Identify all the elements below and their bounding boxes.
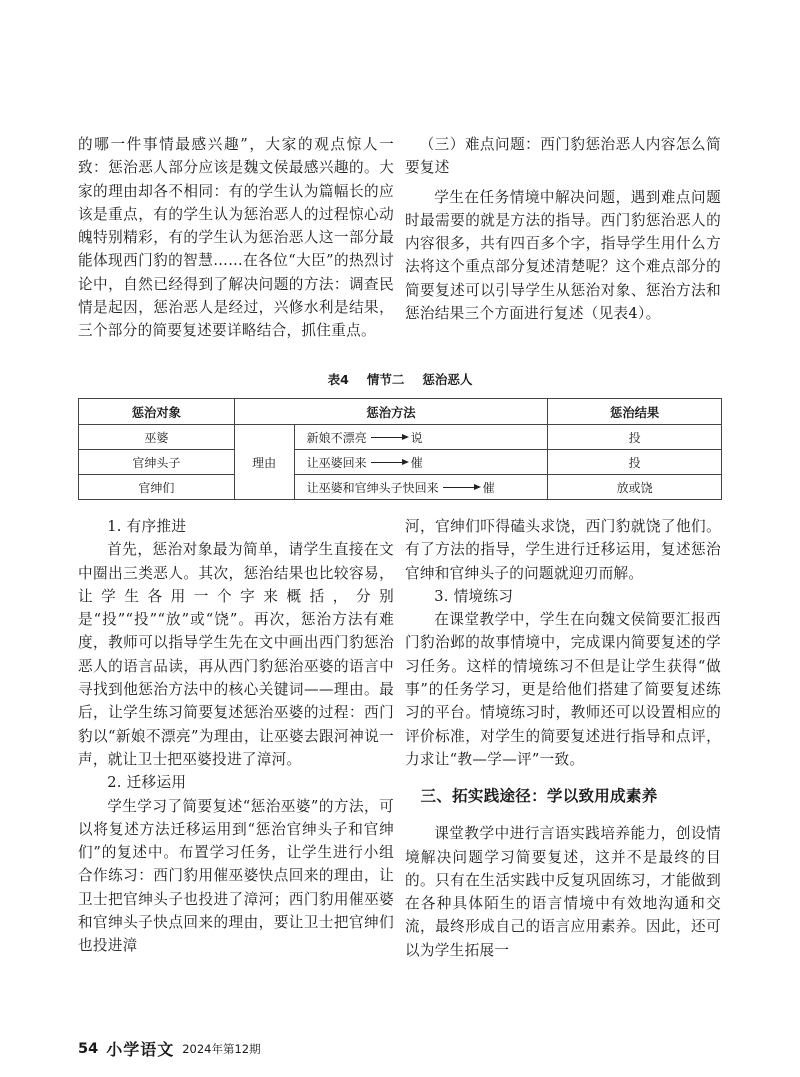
method-verb: 催 — [482, 480, 495, 495]
table-title: 惩治恶人 — [422, 372, 473, 387]
section-heading: 三、拓实践途径：学以致用成素养 — [420, 787, 658, 806]
table-header-row — [79, 399, 722, 425]
column-top-left — [78, 133, 394, 343]
table-section: 情节二 — [366, 372, 405, 387]
body-paragraph: 学生在任务情境中解决问题，遇到难点问题时最需要的就是方法的指导。西门豹惩治恶人的内容很多，共有四百多个字，指导学生用什么方法将这个重点部分复述清楚呢？这个难点部分的简要复述可以引导学生从惩治对象、惩治方法和惩治结果三个方面进行复述（见表4）。 — [405, 188, 721, 323]
issue-label: 2024年第12期 — [182, 1041, 261, 1056]
body-paragraph: 首先，惩治对象最为简单，请学生直接在文中圈出三类恶人。其次，惩治结果也比较容易，让学生各用一个字来概括，分别是“投”“投”“放”或“饶”。再次，惩治方法有难度，教师可以指导学生先在文中画出西门豹惩治恶人的语言品读，再从西门豹惩治巫婆的语言中寻找到他惩治方法中的核心关键词——理由。最后，让学生练习简要复述惩治巫婆的过程：西门豹以“新娘不漂亮”为理由，让巫婆去跟河神说一声，就让卫士把巫婆投进了漳河。 — [78, 541, 394, 768]
journal-name: 小学语文 — [106, 1040, 175, 1059]
column-bottom-left — [78, 515, 394, 958]
cell-method — [294, 475, 548, 500]
header-result: 惩治结果 — [548, 399, 722, 425]
method-text: 让巫婆和官绅头子快回来 — [306, 480, 439, 495]
table-row — [79, 475, 722, 500]
subheading: 3. 情境练习 — [434, 587, 514, 605]
body-paragraph: 的哪一件事情最感兴趣”，大家的观点惊人一致：惩治恶人部分应该是魏文侯最感兴趣的。大家的理由却各不相同：有的学生认为篇幅长的应该是重点，有的学生认为惩治恶人的过程惊心动魄特别精彩，有的学生认为惩治恶人这一部分最能体现西门豹的智慧……在各位“大臣”的热烈讨论中，自然已经得到了解决问题的方法：调查民情是起因，惩治恶人是经过，兴修水利是结果，三个部分的简要复述要详略结合，抓住重点。 — [78, 136, 394, 340]
table-row — [79, 425, 722, 450]
cell-reason: 理由 — [234, 425, 294, 500]
cell-result: 投 — [548, 450, 722, 475]
body-paragraph: 在课堂教学中，学生在向魏文侯简要汇报西门豹治邺的故事情境中，完成课内简要复述的学习任务。这样的情境练习不但是让学生获得“做事”的任务学习，更是给他们搭建了简要复述练习的平台。情境练习时，教师还可以设置相应的评价标准，对学生的简要复述进行指导和点评，力求让“教—学—评”一致。 — [405, 611, 721, 768]
header-target: 惩治对象 — [79, 399, 235, 425]
cell-method — [294, 425, 548, 450]
method-text: 新娘不漂亮 — [306, 430, 367, 445]
cell-method — [294, 450, 548, 475]
table-caption — [78, 371, 722, 389]
page-number: 54 — [78, 1040, 99, 1057]
cell-target: 官绅们 — [79, 475, 235, 500]
table-row — [79, 450, 722, 475]
method-text: 让巫婆回来 — [306, 455, 367, 470]
body-paragraph: 河，官绅们吓得磕头求饶，西门豹就饶了他们。有了方法的指导，学生进行迁移运用，复述惩治官绅和官绅头子的问题就迎刃而解。 — [405, 518, 721, 582]
method-verb: 说 — [410, 430, 423, 445]
arrow-right-icon — [443, 487, 479, 488]
subheading: 2. 迁移运用 — [107, 774, 187, 792]
column-top-right — [405, 133, 721, 325]
table-label: 表4 — [327, 372, 349, 387]
cell-result: 放或饶 — [548, 475, 722, 500]
subheading: 1. 有序推进 — [107, 518, 187, 535]
arrow-right-icon — [371, 437, 407, 438]
arrow-right-icon — [371, 462, 407, 463]
body-paragraph: 学生学习了简要复述“惩治巫婆”的方法，可以将复述方法迁移运用到“惩治官绅头子和官绅们”的复述中。布置学习任务，让学生进行小组合作练习：西门豹用催巫婆快点回来的理由，让卫士把官绅头子也投进了漳河；西门豹用催巫婆和官绅头子快点回来的理由，要让卫士把官绅们也投进漳 — [78, 797, 394, 955]
body-paragraph: 课堂教学中进行言语实践培养能力，创设情境解决问题学习简要复述，这并不是最终的目的。只有在生活实践中反复巩固练习，才能做到在各种具体陌生的语言情境中有效地沟通和交流，最终形成自己的语言应用素养。因此，还可以为学生拓展一 — [405, 825, 721, 959]
punishment-table — [78, 398, 722, 500]
page-footer — [78, 1037, 261, 1060]
subsection-heading: （三）难点问题：西门豹惩治恶人内容怎么简要复述 — [405, 136, 721, 177]
column-bottom-right — [405, 515, 721, 962]
cell-target: 巫婆 — [79, 425, 235, 450]
cell-target: 官绅头子 — [79, 450, 235, 475]
method-verb: 催 — [410, 455, 423, 470]
header-method: 惩治方法 — [234, 399, 548, 425]
cell-result: 投 — [548, 425, 722, 450]
